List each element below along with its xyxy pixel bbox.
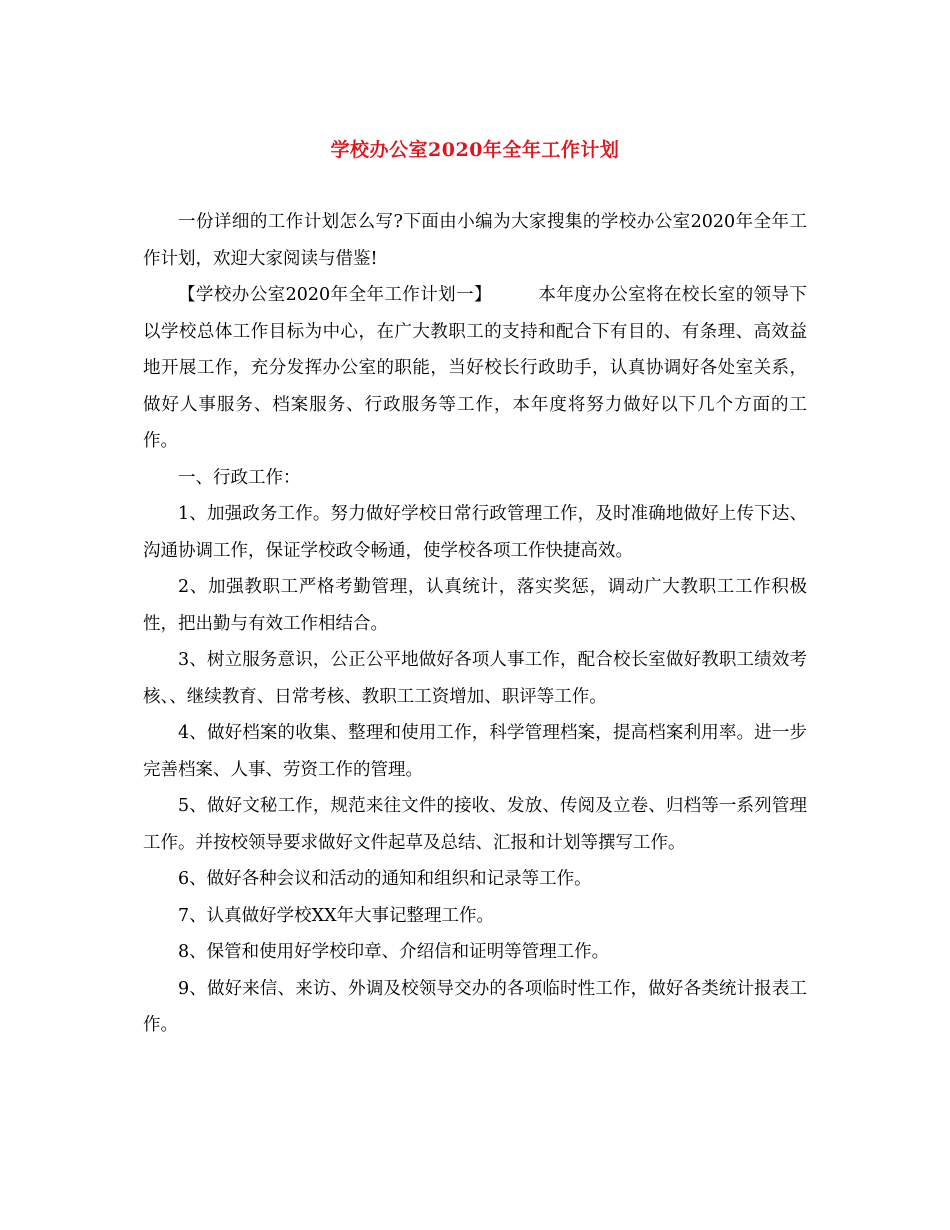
list-item: 6、做好各种会议和活动的通知和组织和记录等工作。 <box>178 869 592 889</box>
section-heading: 一、行政工作： <box>178 467 301 488</box>
list-item: 7、认真做好学校XX年大事记整理工作。 <box>178 905 495 926</box>
list-item: 2、加强教职工严格考勤管理，认真统计，落实奖惩，调动广大教职工工作积极性，把出勤与有效工作相结合。 <box>143 577 807 634</box>
list-item: 8、保管和使用好学校印章、介绍信和证明等管理工作。 <box>178 942 610 962</box>
list-item: 9、做好来信、来访、外调及校领导交办的各项临时性工作，做好各类统计报表工作。 <box>143 978 807 1035</box>
intro-paragraph: 一份详细的工作计划怎么写?下面由小编为大家搜集的学校办公室2020年全年工作计划，欢迎大家阅读与借鉴! <box>143 212 807 269</box>
list-item: 1、加强政务工作。努力做好学校日常行政管理工作，及时准确地做好上传下达、沟通协调工作，保证学校政令畅通，使学校各项工作快捷高效。 <box>143 504 807 561</box>
plan-paragraph <box>143 277 807 460</box>
plan-opening: 本年度办公室将在校长室的领导下以学校总体工作目标为中心，在广大教职工的支持和配合下有目的、有条理、高效益地开展工作，充分发挥办公室的职能，当好校长行政助手，认真协调好各处室关系，做好人事服务、档案服务、行政服务等工作，本年度将努力做好以下几个方面的工作。 <box>143 285 807 451</box>
list-item: 5、做好文秘工作，规范来往文件的接收、发放、传阅及立卷、归档等一系列管理工作。并按校领导要求做好文件起草及总结、汇报和计划等撰写工作。 <box>143 796 807 853</box>
list-item: 4、做好档案的收集、整理和使用工作，科学管理档案，提高档案利用率。进一步完善档案、人事、劳资工作的管理。 <box>143 723 807 780</box>
document-body <box>143 204 807 1044</box>
document-title: 学校办公室2020年全年工作计划 <box>330 139 620 161</box>
plan-heading: 【学校办公室2020年全年工作计划一】 <box>178 285 492 305</box>
list-item: 3、树立服务意识，公正公平地做好各项人事工作，配合校长室做好教职工绩效考核、、继续教育、日常考核、教职工工资增加、职评等工作。 <box>143 650 807 707</box>
